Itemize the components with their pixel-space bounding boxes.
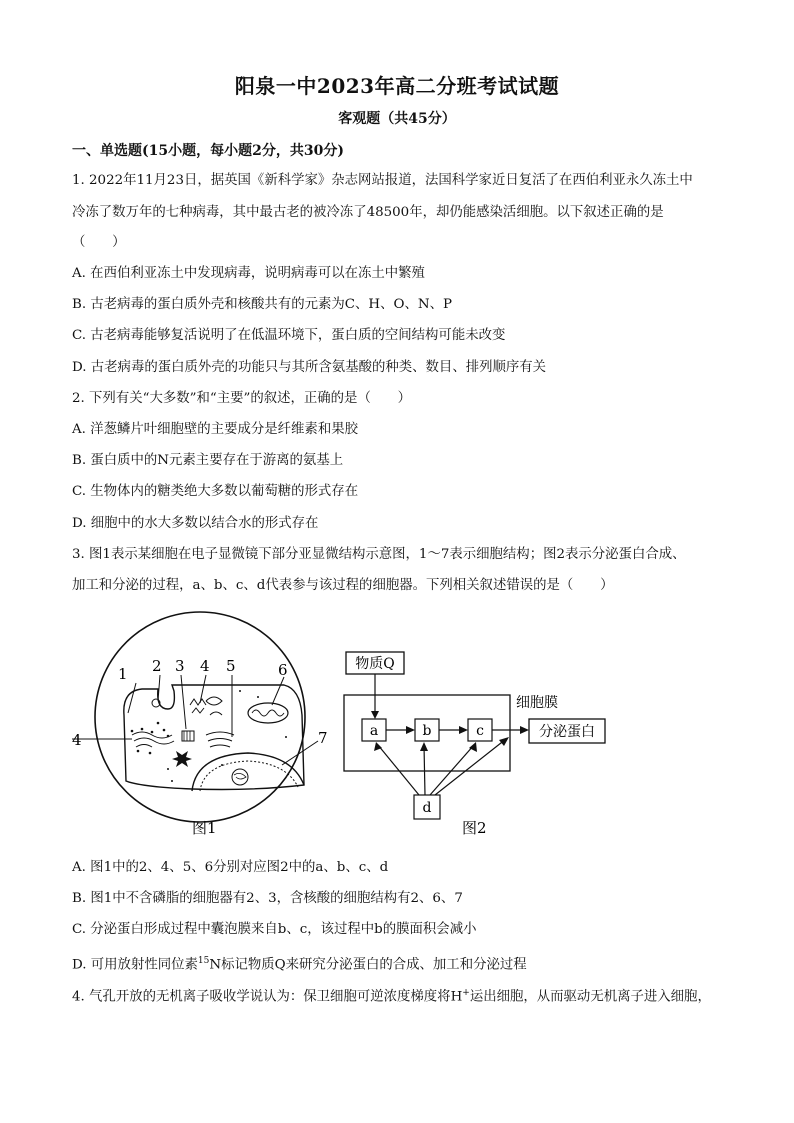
arrowheads-d [374,737,509,752]
figure1-label-7: 7 [318,729,328,747]
golgi-apparatus [206,732,234,747]
arrow-a-to-b [406,726,415,734]
q3-option-c: C. 分泌蛋白形成过程中囊泡膜来自b、c，该过程中b的膜面积会减小 [72,922,477,937]
q1-option-b: B. 古老病毒的蛋白质外壳和核酸共有的元素为C、H、O、N、P [72,297,452,312]
box-d-label: d [422,800,432,816]
box-a-label: a [369,723,379,739]
q2-stem-line: 2. 下列有关“大多数”和“主要”的叙述，正确的是（ ） [72,391,412,406]
q4-stem-line [72,984,711,1006]
q1-option-c: C. 古老病毒能够复活说明了在低温环境下，蛋白质的空间结构可能未改变 [72,328,506,343]
q2-option-a: A. 洋葱鳞片叶细胞壁的主要成分是纤维素和果胶 [72,422,358,437]
nucleus [192,753,304,791]
rough-er [132,732,174,747]
q3-stem-line: 3. 图1表示某细胞在电子显微镜下部分亚显微结构示意图，1～7表示细胞结构；图2表示分泌蛋白合成、 [72,547,686,562]
leader-line-1 [128,683,136,713]
q3-figure [72,605,632,845]
figure2-flow-diagram [344,652,605,837]
figure1-label-4: 4 [72,731,82,749]
arrow-q-to-a [371,711,379,719]
arrow-c-to-output [520,726,529,734]
arrow-b-to-c [459,726,468,734]
arrows-d-to-organelles [378,739,506,795]
figure1-label-5: 5 [226,657,236,675]
q2-option-c: C. 生物体内的糖类绝大多数以葡萄糖的形式存在 [72,484,359,499]
page-subtitle: 客观题（共45分） [338,111,456,127]
figure1-caption: 图1 [192,819,217,837]
figure1-label-1: 1 [118,665,128,683]
q3-option-d [72,952,527,974]
centrosome [182,731,194,741]
q4-stem-charge: + [462,988,470,998]
figure1-label-4-top: 4 [200,657,210,675]
figure1-label-2: 2 [152,657,162,675]
figure2-caption: 图2 [462,819,487,837]
q3-option-d-before: D. 可用放射性同位素 [72,957,198,973]
figure1-cell-diagram [72,612,328,837]
q1-stem-line: 冷冻了数万年的七种病毒，其中最古老的被冷冻了48500年，却仍能感染活细胞。以下叙述正确的是 [72,205,664,220]
leader-line-4-top [200,675,206,703]
q4-stem-before: 4. 气孔开放的无机离子吸收学说认为：保卫细胞可逆浓度梯度将H [72,989,463,1005]
box-b-label: b [422,723,432,739]
organelle-cluster [172,751,192,767]
q3-option-b: B. 图1中不含磷脂的细胞器有2、3，含核酸的细胞结构有2、6、7 [72,891,463,906]
q3-option-d-after: N标记物质Q来研究分泌蛋白的合成、加工和分泌过程 [209,957,527,973]
leader-line-2 [158,675,160,701]
cell-membrane [124,685,304,790]
cytoplasm-dots [167,690,287,782]
smooth-er [190,699,206,713]
leader-line-7 [282,741,318,765]
figure1-label-6: 6 [278,661,288,679]
q3-option-a: A. 图1中的2、4、5、6分别对应图2中的a、b、c、d [72,860,389,875]
leader-line-3 [181,675,186,729]
page-title: 阳泉一中2023年高二分班考试试题 [234,74,560,98]
figure1-label-3: 3 [175,657,185,675]
box-c-label: c [476,723,484,739]
membrane-label: 细胞膜 [516,695,558,711]
organelle-3 [206,697,222,715]
q1-option-d: D. 古老病毒的蛋白质外壳的功能只与其所含氨基酸的种类、数目、排列顺序有关 [72,360,547,375]
leader-line-6 [272,677,284,705]
q3-option-d-isotope-mass: 15 [197,956,210,966]
q2-option-d: D. 细胞中的水大多数以结合水的形式存在 [72,516,319,531]
q1-stem-line: （ ） [72,235,126,250]
section-heading: 一、单选题(15小题，每小题2分，共30分) [72,143,344,159]
q1-option-a: A. 在西伯利亚冻土中发现病毒，说明病毒可以在冻土中繁殖 [72,266,425,281]
mitochondrion [248,703,288,723]
box-substance-q-label: 物质Q [355,656,395,672]
q4-stem-after: 运出细胞，从而驱动无机离子进入细胞， [469,989,711,1005]
q1-stem-line: 1. 2022年11月23日，据英国《新科学家》杂志网站报道，法国科学家近日复活了在西伯利亚永久冻土中 [72,173,693,188]
q2-option-b: B. 蛋白质中的N元素主要存在于游离的氨基上 [72,453,344,468]
q3-stem-line: 加工和分泌的过程，a、b、c、d代表参与该过程的细胞器。下列相关叙述错误的是（ ） [72,578,614,593]
box-secreted-protein-label: 分泌蛋白 [539,724,595,740]
